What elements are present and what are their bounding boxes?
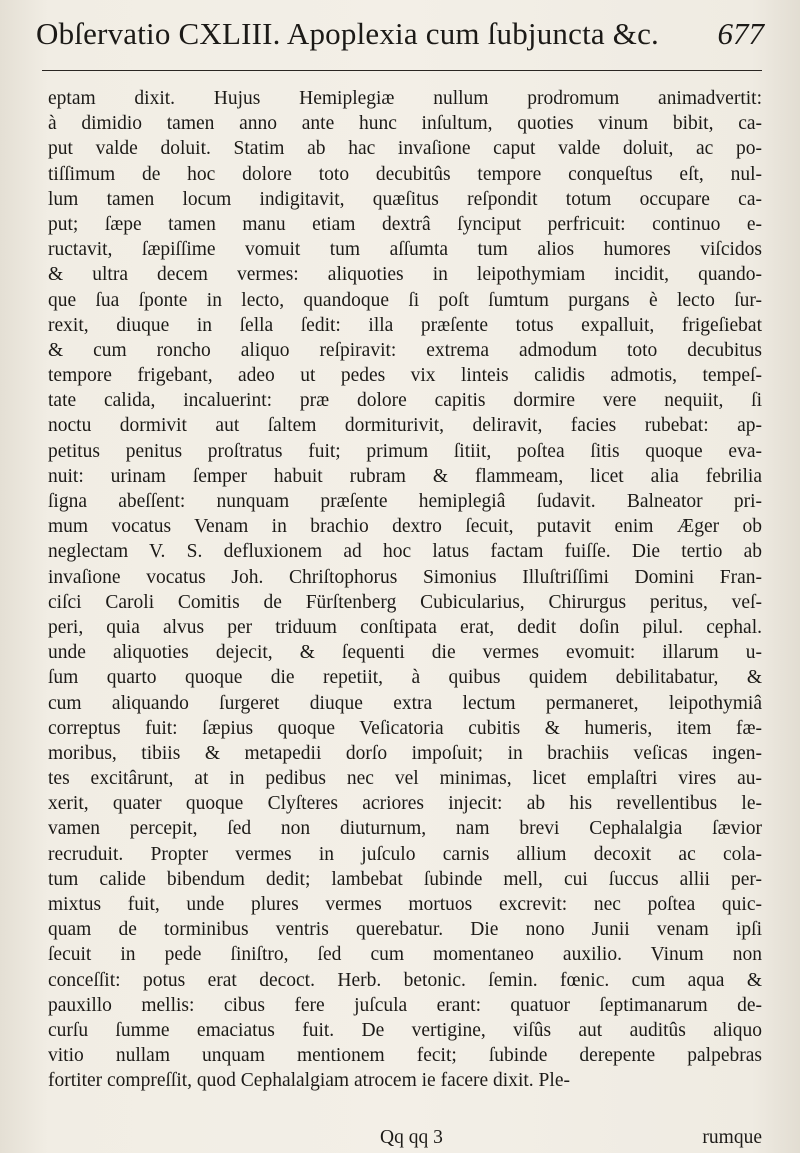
text-line: recruduit. Propter vermes in juſculo carnis allium decoxit ac cola- (48, 843, 762, 865)
text-line: quam de torminibus ventris querebatur. Die nono Junii venam ipſi (48, 919, 762, 941)
text-line: noctu dormivit aut ſaltem dormiturivit, deliravit, facies rubebat: ap- (48, 415, 762, 437)
page-number: 677 (717, 16, 764, 51)
text-line: tiſſimum de hoc dolore toto decubitûs tempore conqueſtus eſt, nul- (48, 163, 762, 185)
text-line: ſecuit in pede ſiniſtro, ſed cum momentaneo auxilio. Vinum non (48, 944, 762, 966)
text-line: ſigna abeſſent: nunquam præſente hemiplegiâ ſudavit. Balneator pri- (48, 491, 762, 512)
text-line: peri, quia alvus per triduum conſtipata erat, dedit doſin pilul. cephal. (48, 616, 762, 638)
text-line: conceſſit: potus erat decoct. Herb. betonic. ſemin. fœnic. cum aqua & (48, 969, 762, 991)
text-line: eptam dixit. Hujus Hemiplegiæ nullum prodromum animadvertit: (48, 88, 762, 109)
text-line: vitio nullam unquam mentionem fecit; ſubinde derepente palpebras (48, 1045, 762, 1067)
text-line: neglectam V. S. defluxionem ad hoc latus factam fuiſſe. Die tertio ab (48, 541, 762, 563)
page-header (36, 16, 764, 52)
text-line: petitus penitus proſtratus fuit; primum ſitiit, poſtea ſitis quoque eva- (48, 440, 762, 462)
signature-mark: Qq qq 3 (380, 1127, 443, 1148)
text-line: à dimidio tamen anno ante hunc inſultum, quoties vinum bibit, ca- (48, 113, 762, 135)
text-line: mixtus fuit, unde plures vermes mortuos excrevit: nec poſtea quic- (48, 894, 762, 915)
text-line: lum tamen locum indigitavit, quæſitus reſpondit totum occupare ca- (48, 188, 762, 210)
text-line: ructavit, ſæpiſſime vomuit tum aſſumta tum alios humores viſcidos (48, 239, 762, 261)
text-line: mum vocatus Venam in brachio dextro ſecuit, putavit enim Æger ob (48, 516, 762, 538)
text-line: curſu ſumme emaciatus fuit. De vertigine, viſûs aut auditûs aliquo (48, 1019, 762, 1041)
catchword: rumque (702, 1127, 762, 1148)
text-line: vamen percepit, ſed non diuturnum, nam brevi Cephalalgia ſævior (48, 818, 762, 840)
text-line: unde aliquoties dejecit, & ſequenti die vermes evomuit: illarum u- (48, 642, 762, 664)
text-line: xerit, quater quoque Clyſteres acriores injecit: ab his revellentibus le- (48, 793, 762, 815)
running-head: Obſervatio CXLIII. Apoplexia cum ſubjuncta &c. (36, 16, 660, 51)
text-line: fortiter compreſſit, quod Cephalalgiam atrocem ie facere dixit. Ple- (48, 1070, 570, 1092)
text-line: & ultra decem vermes: aliquoties in leipothymiam incidit, quando- (48, 264, 762, 286)
text-line: tate calida, incaluerint: præ dolore capitis dormire vere nequiit, ſi (48, 390, 762, 412)
text-line: nuit: urinam ſemper habuit rubram & flammeam, licet alia febrilia (48, 465, 762, 487)
text-line: correptus fuit: ſæpius quoque Veſicatoria cubitis & humeris, item fæ- (48, 717, 762, 739)
text-line: pauxillo mellis: cibus fere juſcula erant: quatuor ſeptimanarum de- (48, 994, 762, 1016)
text-line: ſum quarto quoque die repetiit, à quibus quidem debilitabatur, & (48, 667, 762, 689)
text-line: tempore frigebant, adeo ut pedes vix linteis calidis admotis, tempeſ- (48, 365, 762, 387)
text-line: ciſci Caroli Comitis de Fürſtenberg Cubicularius, Chirurgus peritus, veſ- (48, 591, 762, 613)
text-line: invaſione vocatus Joh. Chriſtophorus Simonius Illuſtriſſimi Domini Fran- (48, 566, 762, 588)
text-line: cum aliquando ſurgeret diuque extra lectum permaneret, leipothymiâ (48, 692, 762, 714)
text-line: rexit, diuque in ſella ſedit: illa præſente totus expalluit, frigeſiebat (48, 314, 762, 336)
header-rule (42, 70, 762, 71)
text-line: & cum roncho aliquo reſpiravit: extrema admodum toto decubitus (48, 339, 762, 361)
text-line: tes excitârunt, at in pedibus nec vel minimas, licet emplaſtri vires au- (48, 768, 762, 790)
body-text (48, 86, 762, 1094)
text-line: tum calide bibendum dedit; lambebat ſubinde mell, cui ſuccus allii per- (48, 868, 762, 890)
text-line: que ſua ſponte in lecto, quandoque ſi poſt ſumtum purgans è lecto ſur- (48, 289, 762, 311)
text-line: put; ſæpe tamen manu etiam dextrâ ſynciput perfricuit: continuo e- (48, 213, 762, 235)
text-line: moribus, tibiis & metapedii dorſo impoſuit; in brachiis veſicas ingen- (48, 742, 762, 764)
text-line: put valde doluit. Statim ab hac invaſione caput valde doluit, ac po- (48, 138, 762, 160)
